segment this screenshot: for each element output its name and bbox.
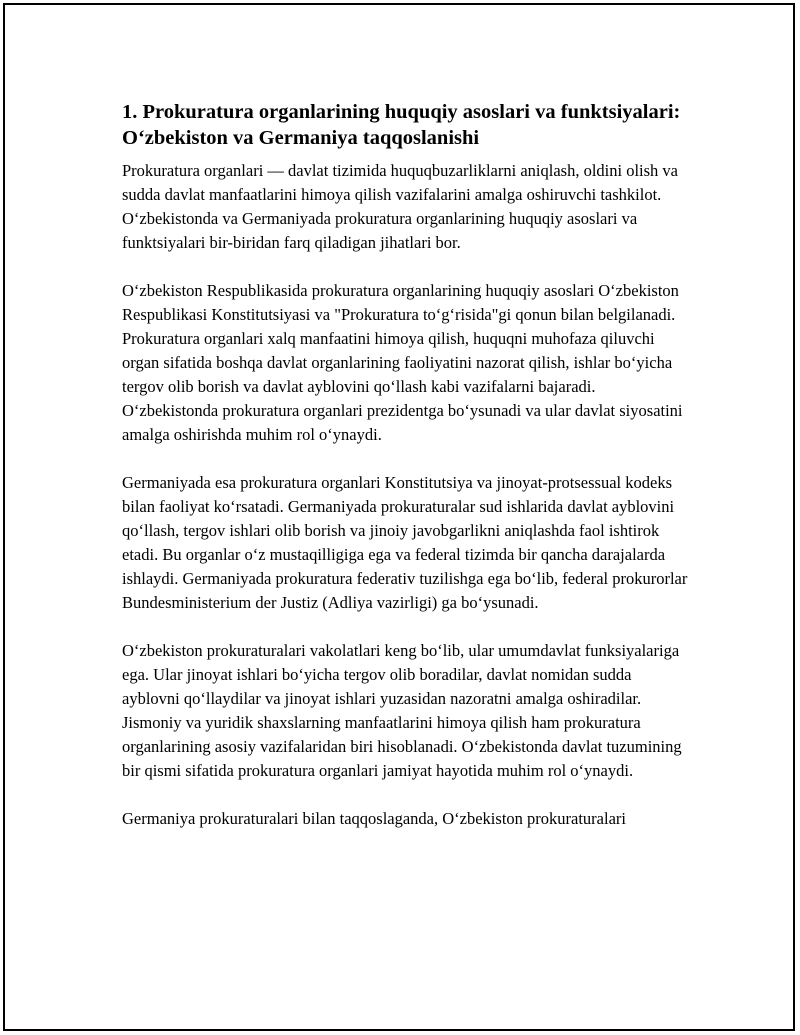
document-body <box>122 99 692 855</box>
paragraph-uzbekistan-powers: O‘zbekiston prokuraturalari vakolatlari keng bo‘lib, ular umumdavlat funksiyalariga ega. Ular jinoyat ishlari bo‘yicha tergov olib boradilar, davlat nomidan sudda ayblovni qo‘llaydilar va jinoyat ishlari yuzasidan nazoratni amalga oshiradilar. Jismoniy va yuridik shaxslarning manfaatlarini himoya qilish ham prokuratura organlarining asosiy vazifalaridan biri hisoblanadi. O‘zbekistonda davlat tuzumining bir qismi sifatida prokuratura organlari jamiyat hayotida muhim rol o‘ynaydi. <box>122 641 682 780</box>
paragraph-intro: Prokuratura organlari — davlat tizimida huquqbuzarliklarni aniqlash, oldini olish va sudda davlat manfaatlarini himoya qilish vazifalarini amalga oshiruvchi tashkilot. O‘zbekistonda va Germaniyada prokuratura organlarining huquqiy asoslari va funktsiyalari bir-biridan farq qiladigan jihatlari bor. <box>122 161 678 252</box>
paragraph-comparison: Germaniya prokuraturalari bilan taqqoslaganda, O‘zbekiston prokuraturalari <box>122 809 626 828</box>
section-heading: 1. Prokuratura organlarining huquqiy asoslari va funktsiyalari: O‘zbekiston va Germaniya taqqoslanishi <box>122 101 681 149</box>
paragraph-germany-legal-basis: Germaniyada esa prokuratura organlari Konstitutsiya va jinoyat-protsessual kodeks bilan faoliyat ko‘rsatadi. Germaniyada prokuraturalar sud ishlarida davlat ayblovini qo‘llash, tergov ishlari olib borish va jinoiy javobgarlikni aniqlashda faol ishtirok etadi. Bu organlar o‘z mustaqilligiga ega va federal tizimda bir qancha darajalarda ishlaydi. Germaniyada prokuratura federativ tuzilishga ega bo‘lib, federal prokurorlar Bundesministerium der Justiz (Adliya vazirligi) ga bo‘ysunadi. <box>122 473 688 612</box>
paragraph-uzbekistan-legal-basis: O‘zbekiston Respublikasida prokuratura organlarining huquqiy asoslari O‘zbekiston Respublikasi Konstitutsiyasi va "Prokuratura to‘g‘risida"gi qonun bilan belgilanadi. Prokuratura organlari xalq manfaatini himoya qilish, huquqni muhofaza qiluvchi organ sifatida boshqa davlat organlarining faoliyatini nazorat qilish, ishlar bo‘yicha tergov olib borish va davlat ayblovini qo‘llash kabi vazifalarni bajaradi. O‘zbekistonda prokuratura organlari prezidentga bo‘ysunadi va ular davlat siyosatini amalga oshirishda muhim rol o‘ynaydi. <box>122 281 683 444</box>
page-frame <box>3 3 795 1031</box>
